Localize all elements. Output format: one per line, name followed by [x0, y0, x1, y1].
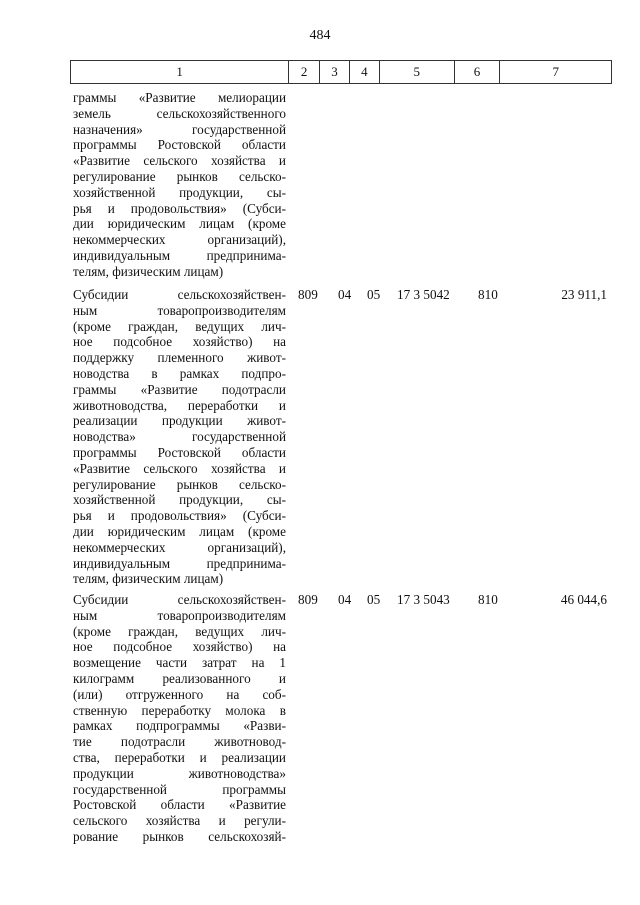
column-header-4: 4	[350, 61, 380, 83]
text-line: программы Ростовской области	[73, 444, 286, 460]
text-line: тие подотрасли животновод-	[73, 734, 286, 750]
column-header-5: 5	[380, 61, 455, 83]
text-line: Ростовской области «Развитие	[73, 797, 286, 813]
text-line: новодства» государственной	[73, 429, 286, 445]
text-line: некоммерческих организаций),	[73, 232, 286, 248]
table-row-description	[73, 592, 286, 845]
text-line: (или) отгруженного на соб-	[73, 686, 286, 702]
cell-value: 05	[367, 592, 381, 607]
text-line: программы Ростовской области	[73, 137, 286, 153]
text-line: регулирование рынков сельско-	[73, 168, 286, 184]
text-line: телям, физическим лицам)	[73, 571, 224, 587]
column-header-2: 2	[289, 61, 320, 83]
text-line: новодства в рамках подпро-	[73, 365, 286, 381]
text-line: рья и продовольствия» (Субси-	[73, 200, 286, 216]
text-line: (кроме граждан, ведущих лич-	[73, 623, 286, 639]
cell-value: 17 3 5042	[397, 287, 450, 302]
text-line: индивидуальным предпринима-	[73, 247, 286, 263]
text-line: рование рынков сельскохозяй-	[73, 828, 286, 844]
text-line: хозяйственной продукции, сы-	[73, 492, 286, 508]
text-line: телям, физическим лицам)	[73, 263, 224, 279]
text-line: некоммерческих организаций),	[73, 539, 286, 555]
column-header-1: 1	[71, 61, 289, 83]
cell-value: 04	[338, 287, 352, 302]
text-line: государственной программы	[73, 781, 286, 797]
cell-value: 05	[367, 287, 381, 302]
text-line: регулирование рынков сельско-	[73, 476, 286, 492]
text-line: (кроме граждан, ведущих лич-	[73, 318, 286, 334]
text-line: Субсидии сельскохозяйствен-	[73, 592, 286, 607]
text-line: ства, переработки и реализации	[73, 749, 286, 765]
column-header-6: 6	[455, 61, 501, 83]
table-row-description	[73, 90, 286, 280]
table-row-description	[73, 287, 286, 587]
text-line: ным товаропроизводителям	[73, 607, 286, 623]
text-line: поддержку племенного живот-	[73, 350, 286, 366]
text-line: ным товаропроизводителям	[73, 302, 286, 318]
column-header-3: 3	[320, 61, 350, 83]
text-line: индивидуальным предпринима-	[73, 555, 286, 571]
cell-value: 810	[478, 592, 498, 607]
text-line: продукции животноводства»	[73, 765, 286, 781]
text-line: Субсидии сельскохозяйствен-	[73, 287, 286, 302]
text-line: животноводства, переработки и	[73, 397, 286, 413]
text-line: земель сельскохозяйственного	[73, 105, 286, 121]
text-line: килограмм реализованного и	[73, 670, 286, 686]
text-line: граммы «Развитие мелиорации	[73, 90, 286, 105]
cell-value: 46 044,6	[560, 592, 607, 607]
cell-value: 23 911,1	[561, 287, 607, 302]
column-header-7: 7	[552, 64, 559, 79]
text-line: сельского хозяйства и регули-	[73, 813, 286, 829]
text-line: рамках подпрограммы «Разви-	[73, 718, 286, 734]
text-line: ное подсобное хозяйство) на	[73, 334, 286, 350]
text-line: дии юридическим лицам (кроме	[73, 523, 286, 539]
text-line: «Развитие сельского хозяйства и	[73, 460, 286, 476]
text-line: рья и продовольствия» (Субси-	[73, 508, 286, 524]
text-line: граммы «Развитие подотрасли	[73, 381, 286, 397]
cell-value: 810	[478, 287, 498, 302]
page-number: 484	[309, 28, 331, 43]
text-line: ственную переработку молока в	[73, 702, 286, 718]
table-header	[70, 60, 612, 84]
text-line: хозяйственной продукции, сы-	[73, 184, 286, 200]
text-line: дии юридическим лицам (кроме	[73, 216, 286, 232]
text-line: ное подсобное хозяйство) на	[73, 639, 286, 655]
cell-value: 04	[338, 592, 352, 607]
text-line: реализации продукции живот-	[73, 413, 286, 429]
text-line: «Развитие сельского хозяйства и	[73, 153, 286, 169]
text-line: возмещение части затрат на 1	[73, 655, 286, 671]
text-line: назначения» государственной	[73, 121, 286, 137]
cell-value: 809	[298, 287, 318, 302]
cell-value: 809	[298, 592, 318, 607]
cell-value: 17 3 5043	[397, 592, 450, 607]
